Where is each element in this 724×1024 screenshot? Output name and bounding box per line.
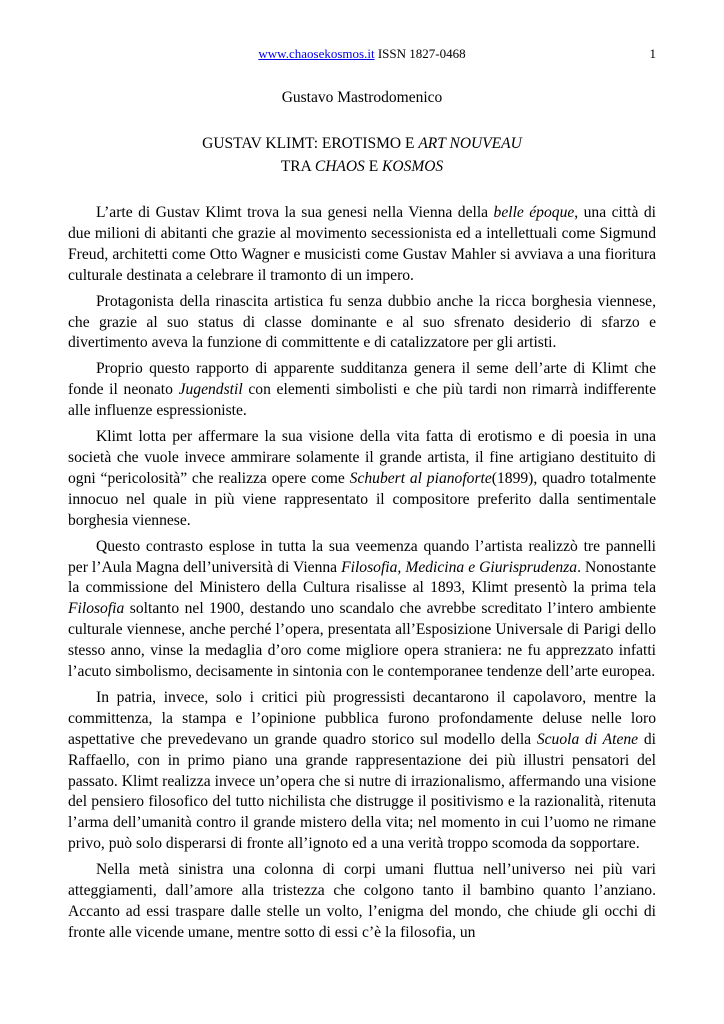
title-text: TRA — [280, 158, 315, 175]
italic-run: Scuola di Atene — [536, 730, 639, 748]
page-number: 1 — [649, 46, 656, 61]
paragraph-1 — [68, 203, 656, 287]
title-line-1 — [68, 132, 656, 155]
text-run: , una città di due milioni di abitanti che grazie al movimento secessionista ed a intellettuali come Sigmund Freud, architetti come Otto Wagner e musicisti come Gustav Mahler si avviava a una fioritura culturale destinata a celebrare il tramonto di un impero. — [68, 204, 656, 284]
author-name: Gustavo Mastrodomenico — [281, 89, 443, 106]
italic-run: Schubert al pianoforte — [349, 469, 492, 487]
italic-run: Filosofia — [68, 600, 125, 618]
text-run: con elementi simbolisti e che più tardi non rimarrà indifferente alle influenze espressioniste. — [68, 381, 656, 420]
document-page — [68, 0, 656, 1024]
issn-text: ISSN 1827-0468 — [374, 46, 466, 61]
article-title — [68, 132, 656, 178]
article-body — [68, 203, 656, 949]
text-run: In patria, invece, solo i critici più progressisti decantarono il capolavoro, mentre la committenza, la stampa e l’opinione pubblica furono profondamente deluse nelle loro aspettative che prevedevano un grande quadro storico sul modello della — [68, 688, 656, 748]
title-text: E — [364, 158, 383, 175]
title-text: GUSTAV KLIMT: EROTISMO E — [202, 135, 419, 152]
paragraph-3 — [68, 359, 656, 422]
text-run: (1899), quadro totalmente innocuo nel quale in più viene rappresentato il compositore preferito dalla sentimentale borghesia viennese. — [68, 469, 656, 529]
title-italic: CHAOS — [314, 158, 365, 175]
text-run: soltanto nel 1900, destando uno scandalo che avrebbe screditato l’intero ambiente culturale viennese, anche perché l’opera, presentata all’Esposizione Universale di Parigi dello stesso anno, vinse la medaglia d’oro come migliore opera straniera: ne fu apprezzato infatti l’acuto simbolismo, decisamente in sintonia con le contemporanee tendenze dell’arte europea. — [68, 600, 656, 681]
text-run: L’arte di Gustav Klimt trova la sua genesi nella Vienna della — [96, 204, 494, 221]
title-italic: ART NOUVEAU — [418, 135, 522, 152]
paragraph-6 — [68, 688, 656, 855]
text-run: di Raffaello, con in primo piano una grande rappresentazione dei più illustri pensatori del passato. Klimt realizza invece un’opera che si nutre di irrazionalismo, affermando una visione del pensiero filosofico del tutto nichilista che distrugge il positivismo e la razionalità, ritenuta l’arma dell’umanità contro il grande mistero della vita; nel momento in cui l’uomo ne rimane privo, può solo disperarsi di fronte all’ignoto ed a una verità troppo scomoda da sopportare. — [68, 730, 656, 853]
website-link[interactable]: www.chaosekosmos.it — [258, 46, 375, 61]
title-line-2 — [68, 155, 656, 178]
text-run: Klimt lotta per affermare la sua visione della vita fatta di erotismo e di poesia in una società che vuole invece ammirare solamente il grande artista, il fine artigiano destituito di ogni “pericolosità” che realizza opere come — [68, 428, 656, 487]
title-italic: KOSMOS — [382, 158, 444, 175]
text-run: . Nonostante la commissione del Ministero della Cultura risalisse al 1893, Klimt presentò la prima tela — [68, 558, 656, 597]
paragraph-5 — [68, 537, 656, 683]
paragraph-2 — [68, 292, 656, 355]
italic-run: belle époque — [493, 204, 575, 221]
paragraph-7 — [68, 860, 656, 944]
paragraph-4 — [68, 427, 656, 532]
text-run: Questo contrasto esplose in tutta la sua veemenza quando l’artista realizzò tre pannelli per l’Aula Magna dell’università di Vienna — [68, 537, 656, 576]
italic-run: Filosofia, Medicina e Giurisprudenza — [341, 558, 578, 576]
header-center — [68, 45, 656, 63]
running-header — [68, 45, 656, 63]
text-run: Proprio questo rapporto di apparente sudditanza genera il seme dell’arte di Klimt che fonde il neonato — [68, 360, 656, 399]
text-run: Nella metà sinistra una colonna di corpi umani fluttua nell’universo nei più vari atteggiamenti, dall’amore alla tristezza che colgono tanto il bambino quanto l’anziano. Accanto ad essi traspare dalle stelle un volto, l’enigma del mondo, che chiude gli occhi di fronte alle vicende umane, mentre sotto di essi c’è la filosofia, un — [68, 861, 656, 941]
text-run: Protagonista della rinascita artistica fu senza dubbio anche la ricca borghesia viennese, che grazie al suo status di classe dominante e al suo sfrenato desiderio di sfarzo e divertimento aveva la funzione di committente e di catalizzatore per gli artisti. — [68, 292, 656, 352]
italic-run: Jugendstil — [178, 381, 243, 399]
